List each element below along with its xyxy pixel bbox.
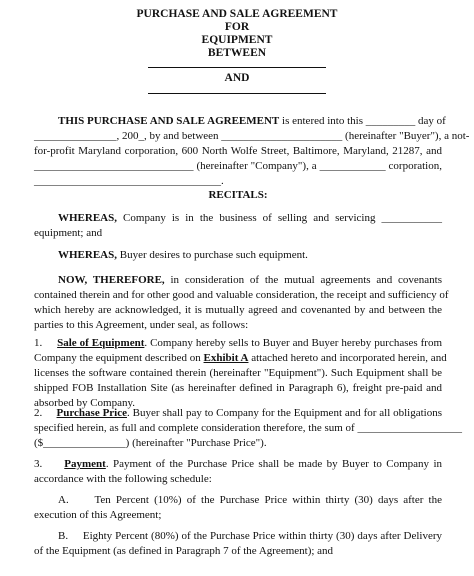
section-3 (34, 457, 442, 487)
section-1 (34, 336, 447, 411)
doc-title-and: AND (224, 72, 250, 84)
intro-line-4: _____________________________ (hereinafter "Company"), a ____________ corporation, (34, 160, 442, 172)
section-1-number: 1. (34, 337, 43, 349)
recitals-heading-text: RECITALS: (208, 189, 268, 201)
section-1-title: Sale of Equipment (57, 337, 145, 349)
intro-line-1 (34, 114, 446, 129)
section-2 (34, 406, 462, 451)
intro-line-5: __________________________________. (34, 175, 224, 187)
section-3-line-2: accordance with the following schedule: (34, 473, 212, 485)
recital-1 (34, 211, 442, 241)
intro-line-3: for-profit Maryland corporation, 600 North Wolfe Street, Baltimore, Maryland, 21287, and (34, 145, 442, 157)
doc-title-line-3: EQUIPMENT (201, 34, 273, 46)
section-1-line-1 (34, 336, 442, 351)
schedule-item-a (34, 493, 442, 523)
section-1-line-2-b: attached hereto and incorporated herein, and (251, 352, 447, 364)
doc-title-line-1: PURCHASE AND SALE AGREEMENT (136, 8, 338, 20)
schedule-a-label: A. (58, 494, 69, 506)
doc-title-line-2: FOR (224, 21, 250, 33)
doc-title-line-4: BETWEEN (207, 47, 267, 59)
schedule-b-line-2: of the Equipment (as defined in Paragraph 7 of the Agreement); and (34, 545, 334, 557)
schedule-a-line-1 (34, 493, 442, 508)
intro-line-2: _______________, 200_, by and between ______________________ (hereinafter "Buyer"), a not- (34, 130, 470, 142)
recital-3-line-4: parties to this Agreement, under seal, as follows: (34, 319, 249, 331)
section-1-line-5: absorbed by Company. (34, 397, 136, 409)
recital-2-rest: Buyer desires to purchase such equipment. (119, 249, 308, 261)
section-2-line-1 (34, 406, 442, 421)
recital-2-line-1 (34, 248, 442, 263)
recitals-heading (34, 188, 442, 203)
section-1-line-3: licenses the software contained therein (hereinafter "Equipment"). Such Equipment shall be (34, 367, 442, 379)
schedule-b-label: B. (58, 530, 69, 542)
recital-3 (34, 273, 449, 333)
recital-1-line-1-rest: Company is in the business of selling and servicing ___________ (123, 212, 442, 224)
recital-1-line-2: equipment; and (34, 227, 103, 239)
schedule-b-line-1-text: Eighty Percent (80%) of the Purchase Price within thirty (30) days after Delivery (82, 530, 443, 542)
recital-3-line-1-rest: in consideration of the mutual agreements and covenants (170, 274, 443, 286)
section-3-line-1-rest: . Payment of the Purchase Price shall be made by Buyer to Company in (105, 458, 443, 470)
section-1-line-2 (34, 351, 447, 366)
intro-lead-bold: THIS PURCHASE AND SALE AGREEMENT (58, 115, 280, 127)
recital-3-line-2: contained therein and for other good and valuable consideration, the receipt and sufficiency of (34, 289, 449, 301)
section-2-line-2: specified herein, as full and complete consideration therefore, the sum of ___________________ (34, 422, 462, 434)
section-2-number: 2. (34, 407, 43, 419)
section-1-line-1-rest: . Company hereby sells to Buyer and Buyer hereby purchases from (144, 337, 443, 349)
section-3-title: Payment (64, 458, 106, 470)
section-1-line-2-a: Company the equipment described on (34, 352, 201, 364)
party-one-blank (148, 67, 326, 68)
recital-3-bold: NOW, THEREFORE, (58, 274, 165, 286)
party-two-blank (148, 93, 326, 94)
section-3-line-1 (34, 457, 442, 472)
recital-1-bold: WHEREAS, (58, 212, 117, 224)
recital-3-line-3: which hereby are acknowledged, it is mutually agreed and covenanted by and between the (34, 304, 442, 316)
exhibit-a-reference: Exhibit A (203, 352, 249, 364)
intro-line-1-rest: is entered into this _________ day of (282, 115, 446, 127)
recital-2 (34, 248, 442, 263)
schedule-a-line-2: execution of this Agreement; (34, 509, 162, 521)
intro-paragraph (34, 114, 470, 189)
section-2-line-1-rest: . Buyer shall pay to Company for the Equipment and for all obligations (127, 407, 443, 419)
recital-2-bold: WHEREAS, (58, 249, 117, 261)
section-3-number: 3. (34, 458, 43, 470)
schedule-a-line-1-text: Ten Percent (10%) of the Purchase Price within thirty (30) days after the (94, 494, 442, 506)
recital-3-line-1 (34, 273, 442, 288)
section-2-line-3: ($_______________) (hereinafter "Purchase Price"). (34, 437, 267, 449)
section-1-line-4: shipped FOB Installation Site (as hereinafter defined in Paragraph 6), freight pre-paid and (34, 382, 442, 394)
schedule-b-line-1 (34, 529, 442, 544)
schedule-item-b (34, 529, 442, 559)
recital-1-line-1 (34, 211, 442, 226)
section-2-title: Purchase Price (56, 407, 127, 419)
